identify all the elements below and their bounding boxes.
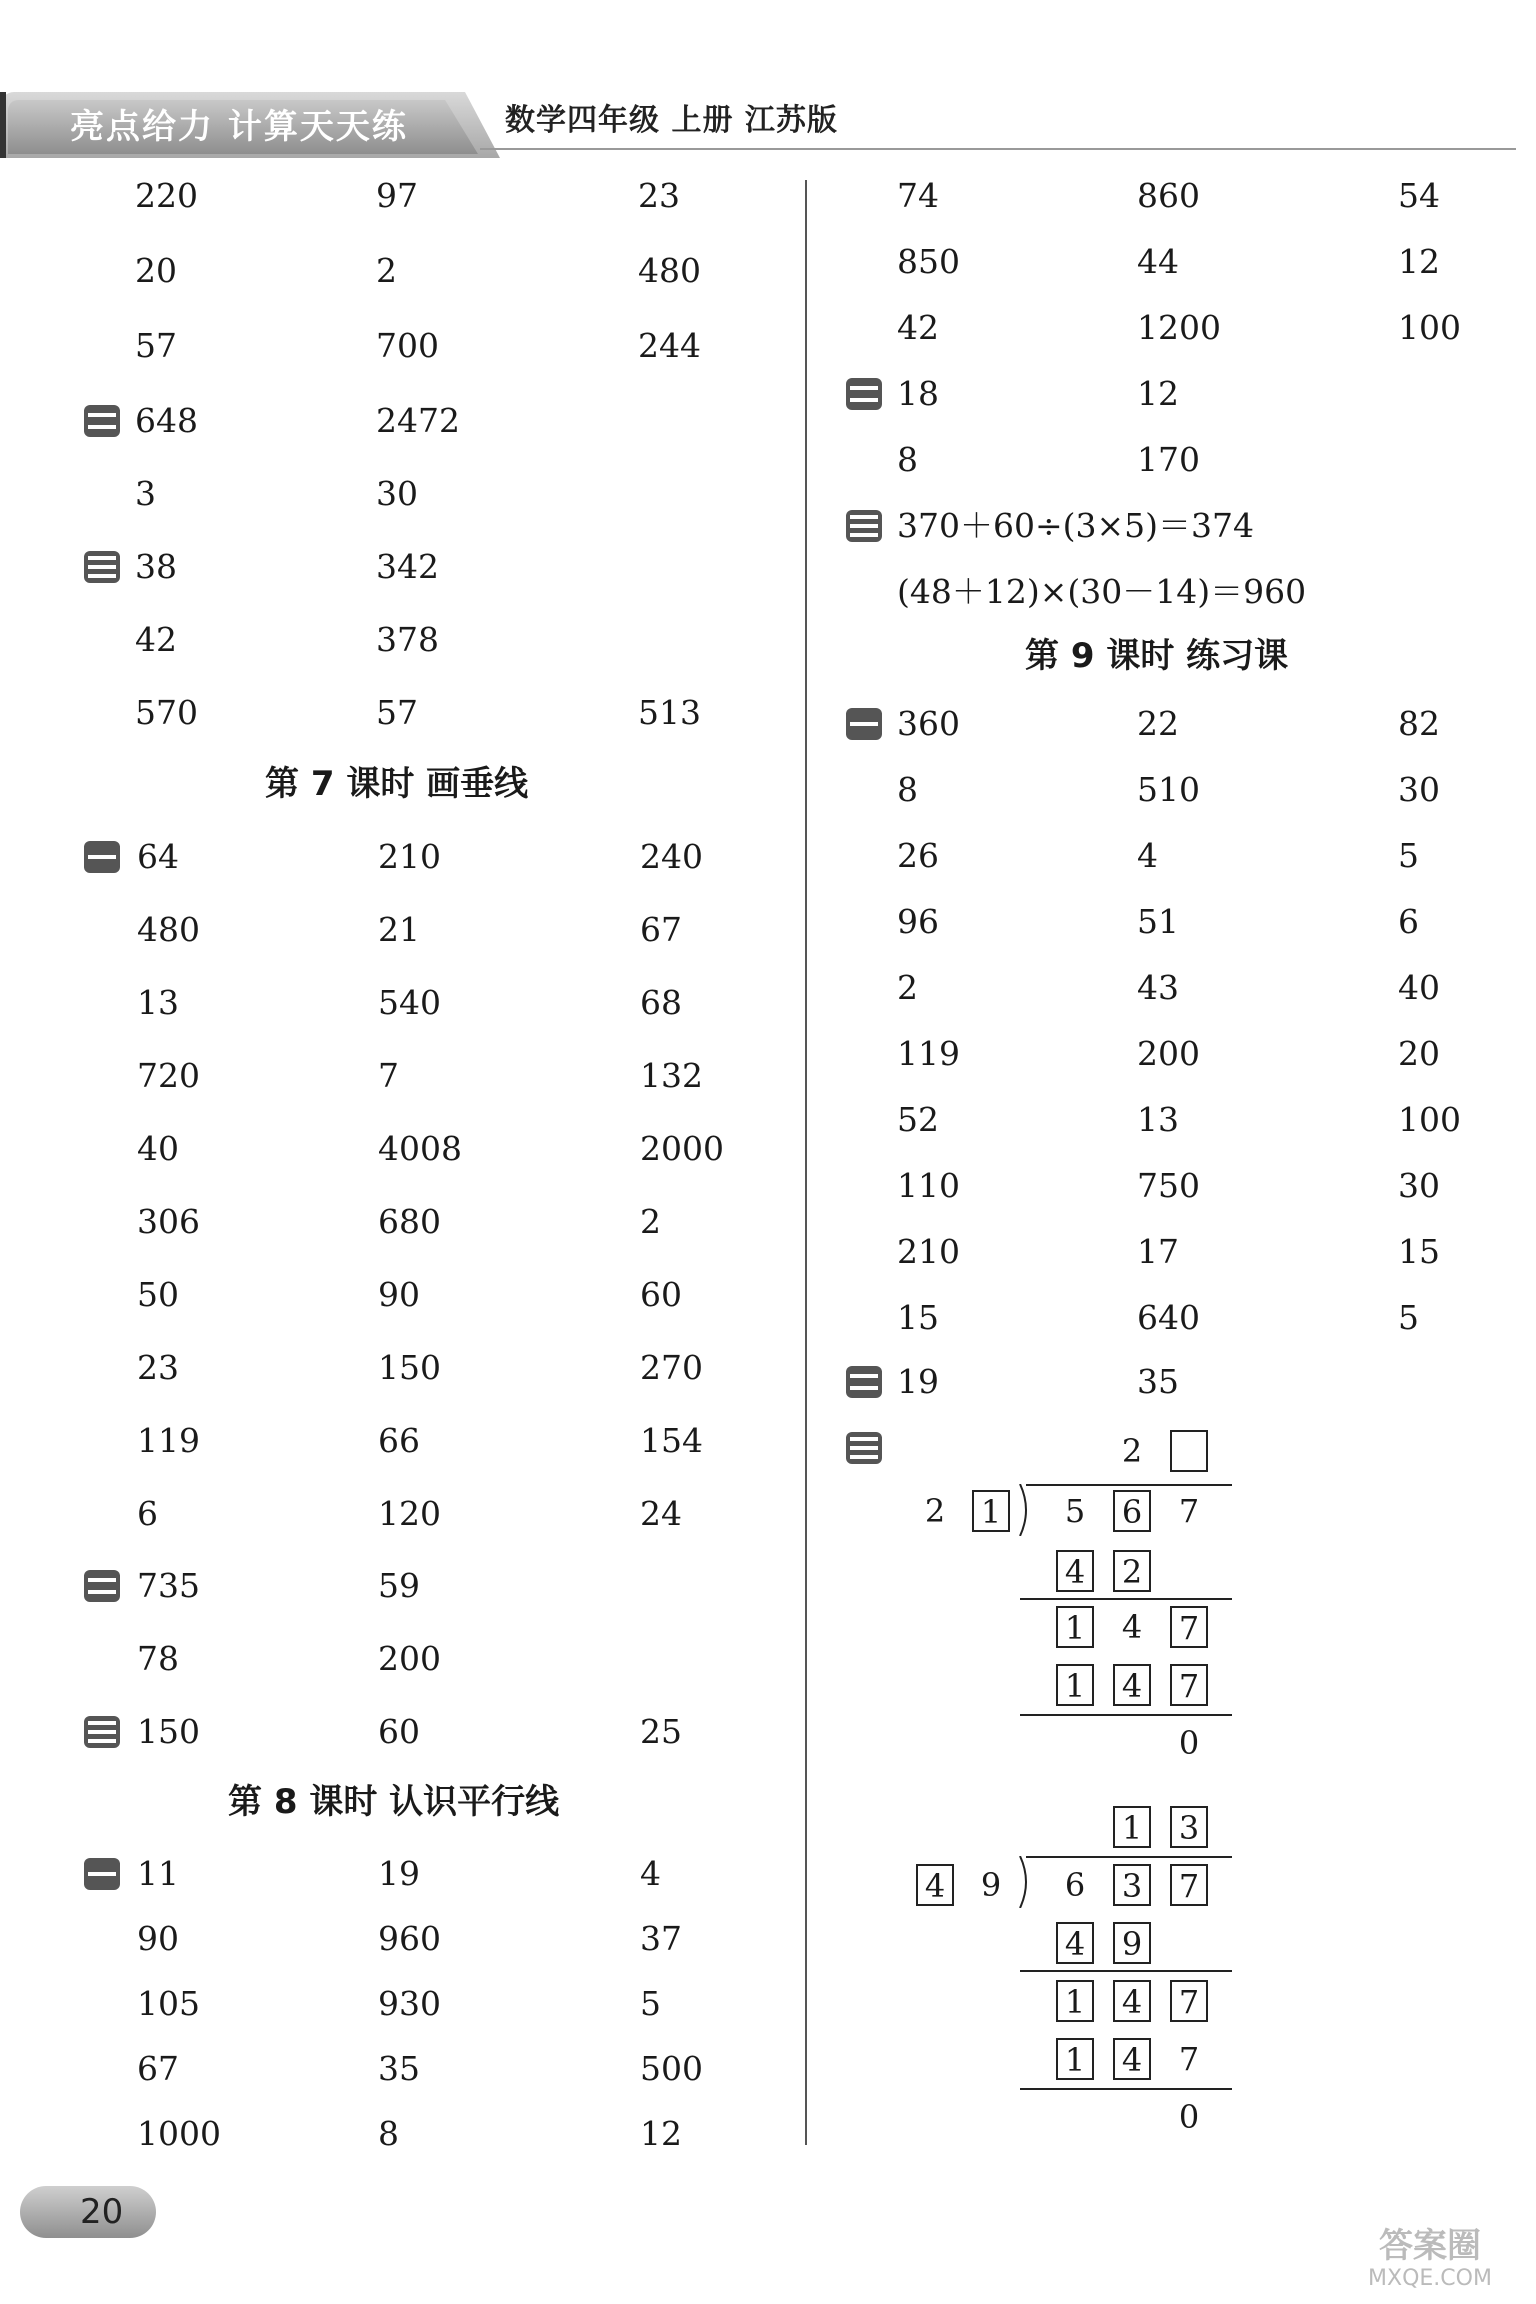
equation: (48＋12)×(30－14)＝960 — [897, 572, 1307, 611]
lesson-9-title: 第 9 课时 练习课 — [1025, 636, 1289, 676]
question-two-icon — [846, 1366, 882, 1398]
answer: 720 — [137, 1056, 200, 1095]
answer: 220 — [135, 176, 198, 215]
page-number: 20 — [80, 2192, 124, 2232]
digit-box: 1 — [1113, 1806, 1151, 1848]
answer: 6 — [137, 1494, 158, 1533]
answer: 150 — [137, 1712, 200, 1751]
watermark-url: MXQE.COM — [1368, 2266, 1492, 2291]
answer: 105 — [137, 1984, 200, 2023]
answer: 12 — [640, 2114, 682, 2153]
answer: 4 — [640, 1854, 661, 1893]
answer: 8 — [378, 2114, 399, 2153]
answer: 19 — [378, 1854, 420, 1893]
answer: 110 — [897, 1166, 960, 1205]
answer: 8 — [897, 440, 918, 479]
question-three-icon — [846, 1432, 882, 1464]
answer: 540 — [378, 983, 441, 1022]
answer: 43 — [1137, 968, 1179, 1007]
division-bracket-line — [1026, 1484, 1232, 1486]
answer: 44 — [1137, 242, 1179, 281]
answer: 154 — [640, 1421, 703, 1460]
answer: 3 — [135, 474, 156, 513]
answer: 54 — [1398, 176, 1440, 215]
question-two-icon — [846, 378, 882, 410]
answer: 860 — [1137, 176, 1200, 215]
answer: 57 — [376, 693, 418, 732]
digit: 7 — [1178, 1492, 1200, 1530]
answer: 170 — [1137, 440, 1200, 479]
answer: 17 — [1137, 1232, 1179, 1271]
answer: 648 — [135, 401, 198, 440]
answer: 2 — [376, 251, 397, 290]
digit-box: 1 — [1056, 2038, 1094, 2080]
digit: 4 — [1121, 1608, 1143, 1646]
answer: 40 — [137, 1129, 179, 1168]
answer: 5 — [640, 1984, 661, 2023]
answer: 150 — [378, 1348, 441, 1387]
answer: 510 — [1137, 770, 1200, 809]
digit: 5 — [1064, 1492, 1086, 1530]
answer: 22 — [1137, 704, 1179, 743]
header-edge — [0, 92, 6, 158]
digit-box: 9 — [1113, 1922, 1151, 1964]
answer: 480 — [638, 251, 701, 290]
question-one-icon — [84, 841, 120, 873]
answer: 240 — [640, 837, 703, 876]
answer: 15 — [1398, 1232, 1440, 1271]
digit-box: 1 — [1056, 1664, 1094, 1706]
subtraction-line — [1020, 1970, 1232, 1972]
answer: 57 — [135, 326, 177, 365]
answer: 60 — [640, 1275, 682, 1314]
digit-box: 7 — [1170, 1664, 1208, 1706]
digit: 2 — [1121, 1432, 1143, 1470]
answer: 21 — [378, 910, 420, 949]
answer: 97 — [376, 176, 418, 215]
digit: 2 — [924, 1492, 946, 1530]
answer: 35 — [1137, 1362, 1179, 1401]
answer: 90 — [378, 1275, 420, 1314]
answer: 13 — [137, 983, 179, 1022]
question-three-icon — [84, 551, 120, 583]
answer: 270 — [640, 1348, 703, 1387]
answer: 12 — [1137, 374, 1179, 413]
answer: 12 — [1398, 242, 1440, 281]
answer: 119 — [137, 1421, 200, 1460]
answer: 378 — [376, 620, 439, 659]
answer: 2 — [640, 1202, 661, 1241]
answer: 4 — [1137, 836, 1158, 875]
answer: 52 — [897, 1100, 939, 1139]
question-two-icon — [84, 405, 120, 437]
question-three-icon — [846, 510, 882, 542]
answer: 66 — [378, 1421, 420, 1460]
answer: 500 — [640, 2049, 703, 2088]
division-bracket-line — [1026, 1856, 1232, 1858]
digit-box: 4 — [916, 1864, 954, 1906]
division-bracket — [1018, 1856, 1032, 1908]
digit: 6 — [1064, 1866, 1086, 1904]
answer: 930 — [378, 1984, 441, 2023]
subtraction-line — [1020, 2088, 1232, 2090]
digit-box: 7 — [1170, 1864, 1208, 1906]
answer: 26 — [897, 836, 939, 875]
answer: 200 — [378, 1639, 441, 1678]
answer: 210 — [897, 1232, 960, 1271]
equation: 370＋60÷(3×5)＝374 — [897, 506, 1255, 545]
answer: 67 — [137, 2049, 179, 2088]
answer: 24 — [640, 1494, 682, 1533]
watermark-logo — [1340, 2226, 1520, 2296]
answer: 90 — [137, 1919, 179, 1958]
question-three-icon — [84, 1716, 120, 1748]
digit-box: 6 — [1113, 1490, 1151, 1532]
digit-box: 1 — [1056, 1980, 1094, 2022]
answer: 5 — [1398, 1298, 1419, 1337]
answer: 200 — [1137, 1034, 1200, 1073]
answer: 8 — [897, 770, 918, 809]
answer: 132 — [640, 1056, 703, 1095]
answer: 42 — [135, 620, 177, 659]
answer: 360 — [897, 704, 960, 743]
answer: 570 — [135, 693, 198, 732]
digit-box: 7 — [1170, 1606, 1208, 1648]
answer: 210 — [378, 837, 441, 876]
answer: 30 — [376, 474, 418, 513]
digit-box: 4 — [1056, 1922, 1094, 1964]
answer: 6 — [1398, 902, 1419, 941]
answer: 2 — [897, 968, 918, 1007]
answer: 37 — [640, 1919, 682, 1958]
answer: 342 — [376, 547, 439, 586]
answer: 1000 — [137, 2114, 221, 2153]
lesson-7-title: 第 7 课时 画垂线 — [265, 764, 529, 804]
book-subtitle: 数学四年级 上册 江苏版 — [505, 103, 838, 138]
digit-box: 3 — [1113, 1864, 1151, 1906]
digit-box: 4 — [1056, 1550, 1094, 1592]
answer: 35 — [378, 2049, 420, 2088]
answer: 735 — [137, 1566, 200, 1605]
answer: 96 — [897, 902, 939, 941]
answer: 750 — [1137, 1166, 1200, 1205]
answer: 82 — [1398, 704, 1440, 743]
answer: 40 — [1398, 968, 1440, 1007]
answer: 64 — [137, 837, 179, 876]
answer: 513 — [638, 693, 701, 732]
answer: 850 — [897, 242, 960, 281]
answer: 1200 — [1137, 308, 1221, 347]
answer: 306 — [137, 1202, 200, 1241]
digit-box: 7 — [1170, 1980, 1208, 2022]
digit-box: 4 — [1113, 1980, 1151, 2022]
answer: 13 — [1137, 1100, 1179, 1139]
answer: 23 — [137, 1348, 179, 1387]
column-divider — [805, 180, 807, 2145]
blank-box — [1170, 1430, 1208, 1472]
answer: 50 — [137, 1275, 179, 1314]
answer: 11 — [137, 1854, 179, 1893]
digit-box: 1 — [972, 1490, 1010, 1532]
question-one-icon — [846, 708, 882, 740]
answer: 51 — [1137, 902, 1179, 941]
answer: 480 — [137, 910, 200, 949]
answer: 640 — [1137, 1298, 1200, 1337]
answer: 68 — [640, 983, 682, 1022]
answer: 59 — [378, 1566, 420, 1605]
answer: 120 — [378, 1494, 441, 1533]
answer: 960 — [378, 1919, 441, 1958]
division-bracket — [1018, 1484, 1032, 1536]
answer: 15 — [897, 1298, 939, 1337]
watermark-text: 答案圈 — [1379, 2226, 1481, 2266]
digit: 0 — [1178, 2098, 1200, 2136]
answer: 23 — [638, 176, 680, 215]
subtraction-line — [1020, 1598, 1232, 1600]
digit-box: 3 — [1170, 1806, 1208, 1848]
digit: 9 — [980, 1866, 1002, 1904]
answer: 100 — [1398, 1100, 1461, 1139]
subtraction-line — [1020, 1714, 1232, 1716]
answer: 5 — [1398, 836, 1419, 875]
answer: 38 — [135, 547, 177, 586]
digit-box: 1 — [1056, 1606, 1094, 1648]
digit-box: 4 — [1113, 1664, 1151, 1706]
book-title: 亮点给力 计算天天练 — [70, 107, 408, 147]
answer: 2472 — [376, 401, 460, 440]
answer: 7 — [378, 1056, 399, 1095]
digit-box: 4 — [1113, 2038, 1151, 2080]
answer: 18 — [897, 374, 939, 413]
answer: 244 — [638, 326, 701, 365]
answer: 20 — [1398, 1034, 1440, 1073]
answer: 119 — [897, 1034, 960, 1073]
answer: 4008 — [378, 1129, 462, 1168]
digit-box: 2 — [1113, 1550, 1151, 1592]
answer: 42 — [897, 308, 939, 347]
answer: 67 — [640, 910, 682, 949]
header-rule — [480, 148, 1516, 150]
answer: 30 — [1398, 770, 1440, 809]
digit: 7 — [1178, 2040, 1200, 2078]
answer: 25 — [640, 1712, 682, 1751]
answer: 19 — [897, 1362, 939, 1401]
answer: 78 — [137, 1639, 179, 1678]
lesson-8-title: 第 8 课时 认识平行线 — [228, 1782, 560, 1822]
digit: 0 — [1178, 1724, 1200, 1762]
answer: 100 — [1398, 308, 1461, 347]
answer: 60 — [378, 1712, 420, 1751]
answer: 30 — [1398, 1166, 1440, 1205]
question-two-icon — [84, 1570, 120, 1602]
question-one-icon — [84, 1858, 120, 1890]
answer: 2000 — [640, 1129, 724, 1168]
answer: 20 — [135, 251, 177, 290]
answer: 74 — [897, 176, 939, 215]
answer: 700 — [376, 326, 439, 365]
answer: 680 — [378, 1202, 441, 1241]
